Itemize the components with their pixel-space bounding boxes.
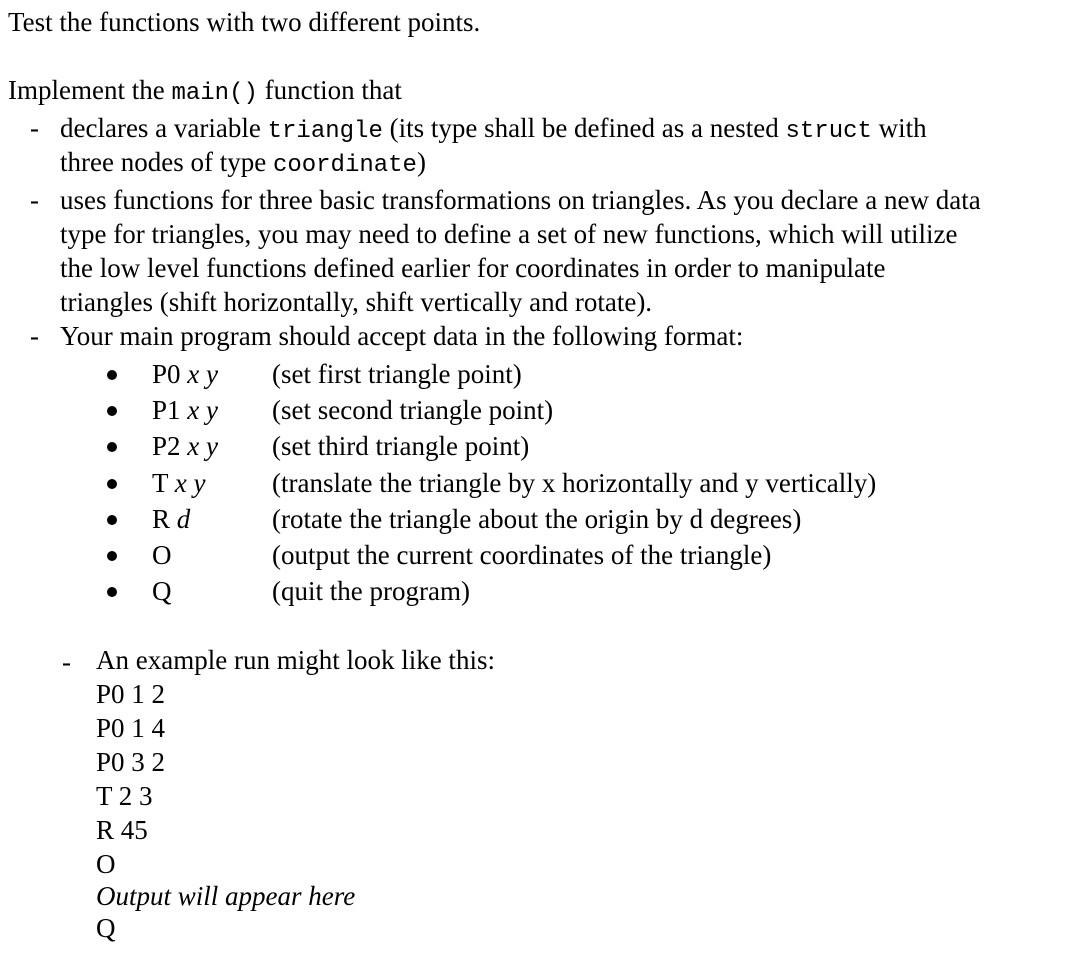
bullet-icon	[107, 442, 117, 452]
command-desc: (rotate the triangle about the origin by d degrees)	[272, 504, 802, 534]
struct-code: struct	[785, 118, 872, 145]
implement-post: function that	[257, 75, 402, 105]
example-line: O	[96, 849, 116, 879]
bullet-icon	[107, 515, 117, 525]
command-desc: (set first triangle point)	[272, 359, 522, 389]
command-name: O	[152, 540, 172, 570]
main-code: main()	[171, 80, 258, 107]
example-line: P0 3 2	[96, 747, 166, 777]
item2-line: the low level functions defined earlier for coordinates in order to manipulate	[60, 253, 886, 283]
command-desc: (set second triangle point)	[272, 395, 554, 425]
command-name: P0 x y	[152, 359, 218, 389]
dash-marker: -	[30, 321, 39, 351]
example-line: T 2 3	[96, 781, 153, 811]
coordinate-code: coordinate	[272, 152, 417, 179]
implement-line	[8, 74, 402, 110]
bullet-icon	[107, 406, 117, 416]
example-line: P0 1 4	[96, 713, 166, 743]
bullet-icon	[107, 479, 117, 489]
bullet-icon	[107, 370, 117, 380]
command-name: P2 x y	[152, 431, 218, 461]
item1-text-a: declares a variable	[60, 113, 268, 143]
item1-line2	[60, 146, 426, 182]
dash-marker: -	[30, 113, 39, 143]
item2-line: triangles (shift horizontally, shift vertically and rotate).	[60, 287, 653, 317]
item1-text-e: )	[416, 147, 426, 177]
example-line: R 45	[96, 815, 148, 845]
item2-line: type for triangles, you may need to define a set of new functions, which will utilize	[60, 219, 958, 249]
bullet-icon	[107, 587, 117, 597]
item1-text-d: three nodes of type	[60, 147, 273, 177]
command-desc: (translate the triangle by x horizontally and y vertically)	[272, 468, 877, 498]
command-name: P1 x y	[152, 395, 218, 425]
command-desc: (output the current coordinates of the triangle)	[272, 540, 772, 570]
intro-text: Test the functions with two different points.	[8, 7, 481, 37]
command-desc: (quit the program)	[272, 576, 470, 606]
command-name: R d	[152, 504, 191, 534]
item1-text-c: with	[871, 113, 927, 143]
implement-pre: Implement the	[8, 75, 172, 105]
example-output: Output will appear here	[96, 881, 356, 911]
item1-line1	[60, 112, 927, 148]
item2-line: uses functions for three basic transformations on triangles. As you declare a new data	[60, 185, 981, 215]
triangle-code: triangle	[267, 118, 383, 145]
example-label: An example run might look like this:	[96, 645, 495, 675]
example-line: P0 1 2	[96, 679, 166, 709]
item1-text-b: (its type shall be defined as a nested	[382, 113, 786, 143]
dash-marker: -	[62, 647, 71, 677]
dash-marker: -	[30, 185, 39, 215]
command-name: Q	[152, 576, 172, 606]
bullet-icon	[107, 551, 117, 561]
command-name: T x y	[152, 468, 206, 498]
example-quit: Q	[96, 913, 116, 943]
item3-text: Your main program should accept data in the following format:	[60, 321, 744, 351]
command-desc: (set third triangle point)	[272, 431, 530, 461]
